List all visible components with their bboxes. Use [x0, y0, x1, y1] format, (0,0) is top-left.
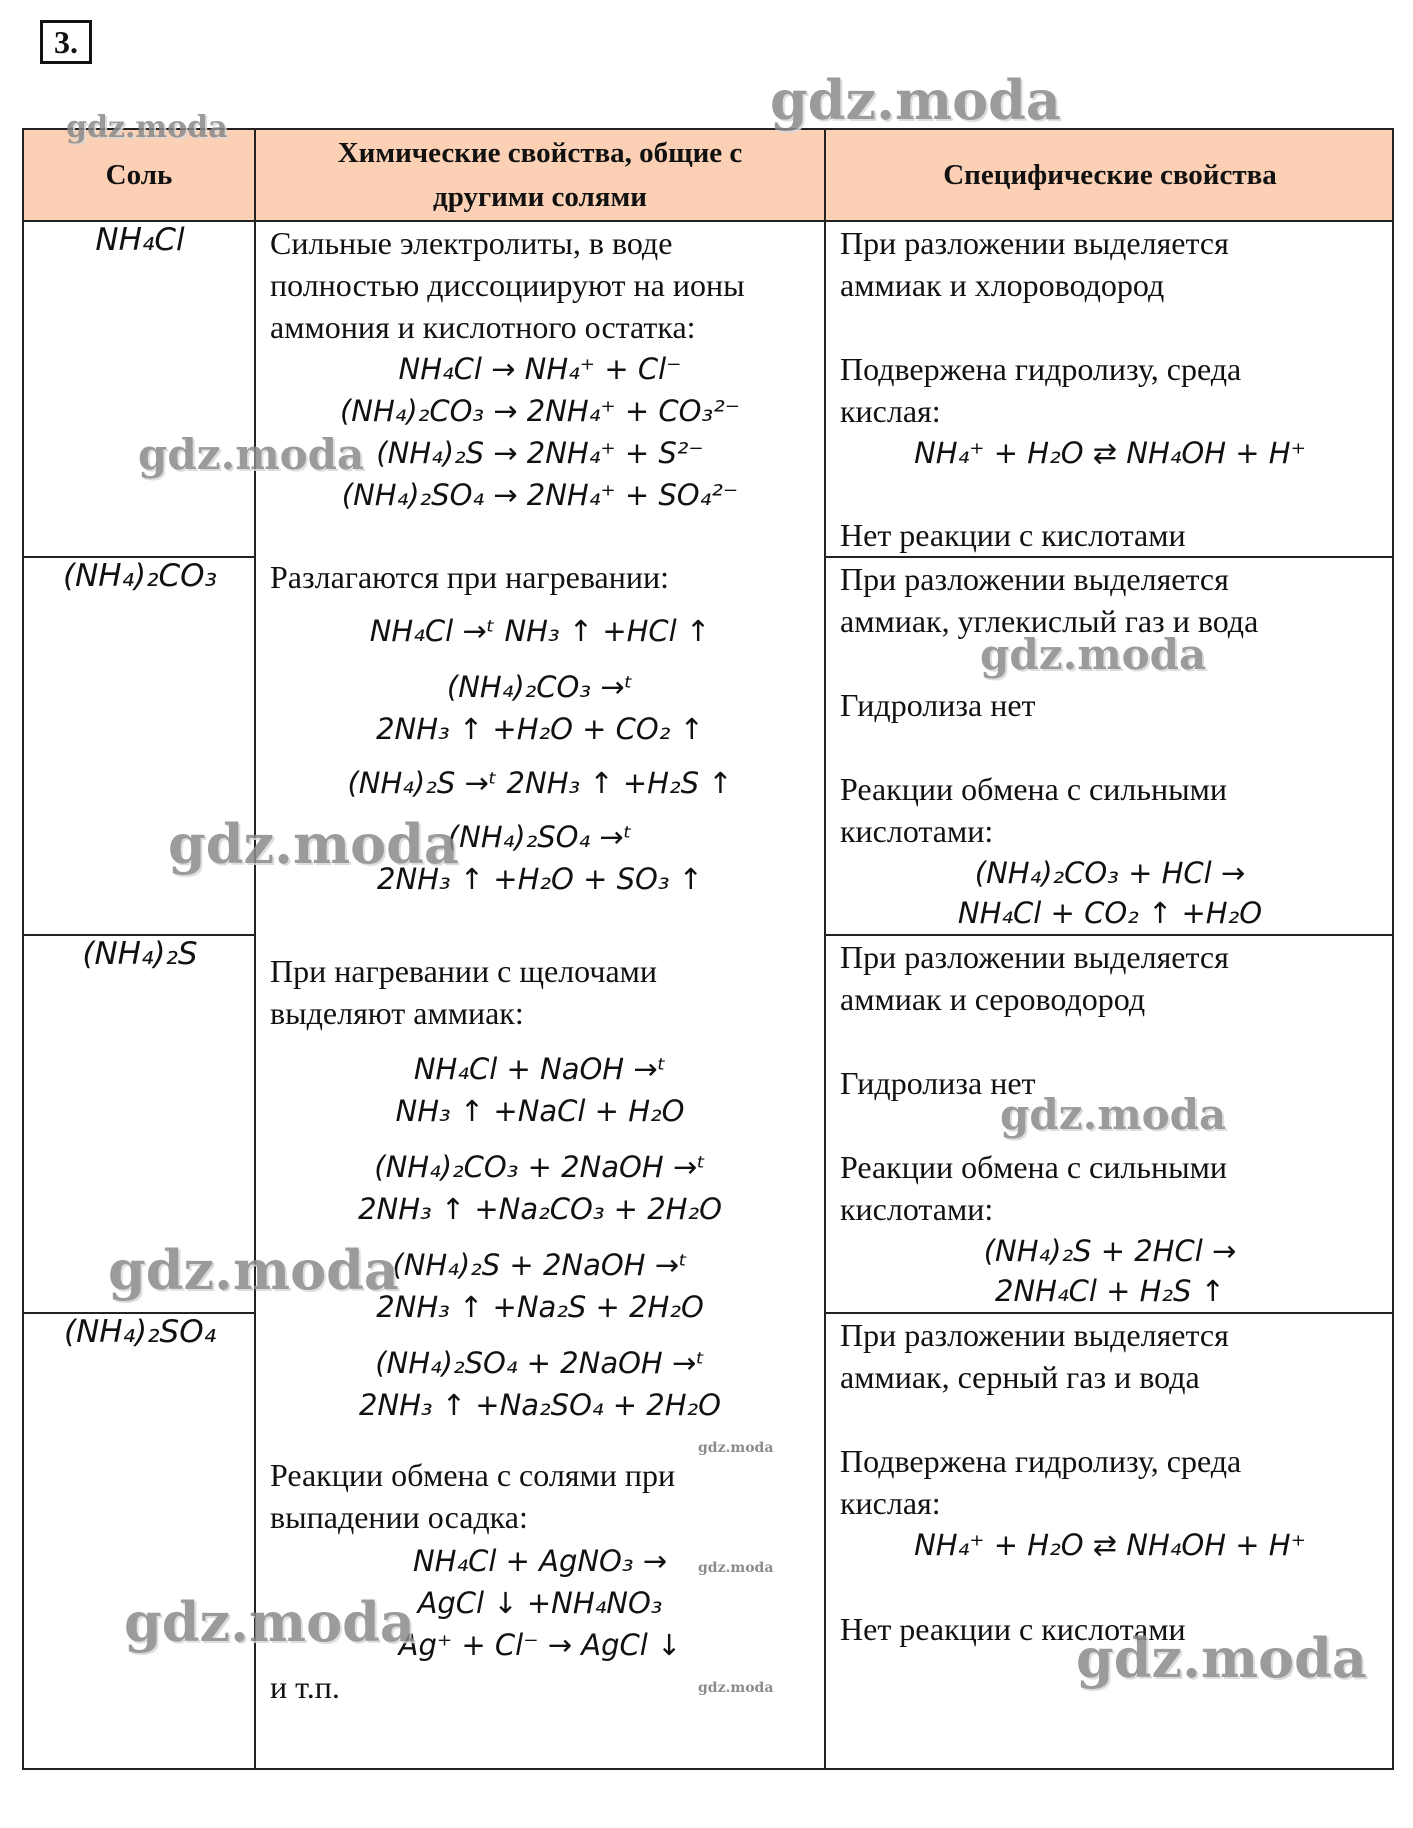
- equation: 2NH₃ ↑ +Na₂CO₃ + 2H₂O: [358, 1192, 722, 1226]
- watermark: gdz.moda: [138, 430, 365, 479]
- equation: (NH₄)₂CO₃ + 2NaOH →ᵗ: [374, 1150, 706, 1184]
- equation: (NH₄)₂SO₄ →ᵗ: [447, 820, 633, 854]
- text-line: кислотами:: [840, 1191, 994, 1227]
- equation: NH₄Cl + NaOH →ᵗ: [413, 1052, 667, 1086]
- equation: (NH₄)₂SO₄ + 2NaOH →ᵗ: [375, 1346, 705, 1380]
- equation: (NH₄)₂S →ᵗ 2NH₃ ↑ +H₂S ↑: [347, 766, 733, 800]
- equation: (NH₄)₂SO₄ → 2NH₄⁺ + SO₄²⁻: [341, 478, 739, 512]
- salt-ammonium-sulfide: (NH₄)₂S: [82, 936, 198, 972]
- header-salt: Соль: [105, 159, 173, 191]
- watermark: gdz.moda: [698, 1560, 774, 1576]
- text-line: Реакции обмена с сильными: [840, 1149, 1227, 1185]
- equation: 2NH₃ ↑ +Na₂SO₄ + 2H₂O: [358, 1388, 721, 1422]
- equation: Ag⁺ + Cl⁻ → AgCl ↓: [398, 1628, 682, 1662]
- equation: AgCl ↓ +NH₄NO₃: [417, 1586, 663, 1620]
- salt-ammonium-sulfate: (NH₄)₂SO₄: [63, 1314, 217, 1350]
- equation: NH₄Cl →ᵗ NH₃ ↑ +HCl ↑: [369, 614, 711, 648]
- watermark: gdz.moda: [770, 68, 1061, 132]
- text-line: выделяют аммиак:: [270, 995, 524, 1031]
- equation: NH₄Cl + CO₂ ↑ +H₂O: [957, 896, 1263, 930]
- text-line: кислая:: [840, 393, 941, 429]
- task-number: 3.: [40, 20, 92, 64]
- text-line: При разложении выделяется: [840, 561, 1229, 597]
- watermark: gdz.moda: [1076, 1626, 1367, 1690]
- text-line: Разлагаются при нагревании:: [270, 559, 669, 595]
- equation: NH₄⁺ + H₂O ⇄ NH₄OH + H⁺: [914, 436, 1306, 470]
- text-line: При разложении выделяется: [840, 1317, 1229, 1353]
- text-line: аммиак и сероводород: [840, 981, 1146, 1017]
- watermark: gdz.moda: [980, 630, 1207, 679]
- text-line: кислотами:: [840, 813, 994, 849]
- equation: 2NH₃ ↑ +Na₂S + 2H₂O: [376, 1290, 704, 1324]
- text-line: При нагревании с щелочами: [270, 953, 658, 989]
- header-common-properties: Химические свойства, общие с другими солями: [337, 137, 743, 213]
- text-line: Реакции обмена с сильными: [840, 771, 1227, 807]
- column-divider: [824, 130, 826, 1768]
- equation: (NH₄)₂S → 2NH₄⁺ + S²⁻: [376, 436, 704, 470]
- watermark: gdz.moda: [168, 812, 459, 876]
- text-line: полностью диссоциируют на ионы: [270, 267, 745, 303]
- text-line: Сильные электролиты, в воде: [270, 225, 673, 261]
- equation: 2NH₄Cl + H₂S ↑: [995, 1274, 1225, 1308]
- properties-table: [22, 128, 1394, 1770]
- text-line: аммония и кислотного остатка:: [270, 309, 696, 345]
- text-line: Подвержена гидролизу, среда: [840, 351, 1242, 387]
- text-line: Нет реакции с кислотами: [840, 517, 1186, 553]
- text-line: При разложении выделяется: [840, 225, 1229, 261]
- equation: (NH₄)₂CO₃ + HCl →: [974, 856, 1246, 890]
- text-line: аммиак, серный газ и вода: [840, 1359, 1200, 1395]
- watermark: gdz.moda: [698, 1440, 774, 1456]
- text-line: аммиак и хлороводород: [840, 267, 1165, 303]
- watermark: gdz.moda: [66, 110, 228, 145]
- text-line: Подвержена гидролизу, среда: [840, 1443, 1242, 1479]
- equation: NH₄Cl → NH₄⁺ + Cl⁻: [398, 352, 682, 386]
- text-line: При разложении выделяется: [840, 939, 1229, 975]
- text-line: Нет реакции с кислотами: [840, 1611, 1186, 1647]
- equation: NH₄Cl + AgNO₃ →: [412, 1544, 668, 1578]
- watermark: gdz.moda: [124, 1590, 415, 1654]
- text-line: Гидролиза нет: [840, 687, 1036, 723]
- text-line: кислая:: [840, 1485, 941, 1521]
- equation: (NH₄)₂S + 2HCl →: [983, 1234, 1237, 1268]
- equation: (NH₄)₂CO₃ →ᵗ: [446, 670, 634, 704]
- text-line: Гидролиза нет: [840, 1065, 1036, 1101]
- text-line: выпадении осадка:: [270, 1499, 528, 1535]
- salt-nh4cl: NH₄Cl: [95, 222, 185, 258]
- equation: NH₃ ↑ +NaCl + H₂O: [395, 1094, 685, 1128]
- text-line: аммиак, углекислый газ и вода: [840, 603, 1259, 639]
- salt-ammonium-carbonate: (NH₄)₂CO₃: [62, 558, 218, 594]
- header-specific-properties: Специфические свойства: [943, 159, 1277, 191]
- equation: (NH₄)₂CO₃ → 2NH₄⁺ + CO₃²⁻: [339, 394, 741, 428]
- watermark: gdz.moda: [108, 1238, 399, 1302]
- text-line: Реакции обмена с солями при: [270, 1457, 676, 1493]
- text-line: и т.п.: [270, 1669, 340, 1705]
- watermark: gdz.moda: [698, 1680, 774, 1696]
- equation: 2NH₃ ↑ +H₂O + CO₂ ↑: [376, 712, 704, 746]
- equation: (NH₄)₂S + 2NaOH →ᵗ: [392, 1248, 688, 1282]
- watermark: gdz.moda: [1000, 1090, 1227, 1139]
- equation: 2NH₃ ↑ +H₂O + SO₃ ↑: [377, 862, 703, 896]
- equation: NH₄⁺ + H₂O ⇄ NH₄OH + H⁺: [914, 1528, 1306, 1562]
